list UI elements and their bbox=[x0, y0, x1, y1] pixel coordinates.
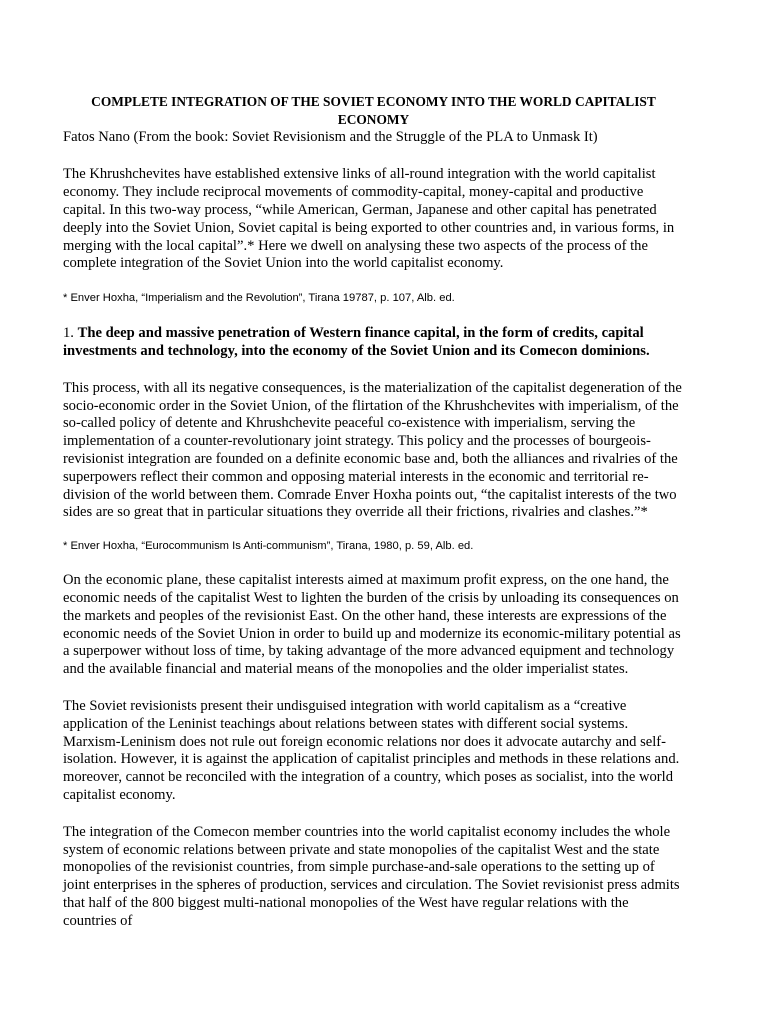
paragraph-3: On the economic plane, these capitalist interests aimed at maximum profit express, on the one hand, the economic needs of the capitalist West to lighten the burden of the crisis by unloading its consequences on the markets and peoples of the revisionist East. On the other hand, these interests are expressions of the economic needs of the Soviet Union in order to build up and modernize its economic-military potential as a superpower without loss of time, by taking advantage of the more advanced equipment and technology and the available financial and material means of the monopolies and the older imperialist states. bbox=[63, 572, 681, 678]
author-line: Fatos Nano (From the book: Soviet Revisionism and the Struggle of the PLA to Unmask It) bbox=[63, 128, 598, 145]
section-number: 1. bbox=[63, 325, 78, 342]
paragraph-1: The Khrushchevites have established extensive links of all-round integration with the world capitalist economy. They include reciprocal movements of commodity-capital, money-capital and productive capital. In this two-way process, “while American, German, Japanese and other capital has penetrated deeply into the Soviet Union, Soviet capital is being exported to other countries and, in various forms, in merging with the local capital”.* Here we dwell on analysing these two aspects of the process of the complete integration of the Soviet Union into the world capitalist economy. bbox=[63, 166, 675, 272]
document-title: COMPLETE INTEGRATION OF THE SOVIET ECONOMY INTO THE WORLD CAPITALIST ECONOMY bbox=[91, 94, 656, 127]
paragraph-5: The integration of the Comecon member countries into the world capitalist economy includes the whole system of economic relations between private and state monopolies of the capitalist West and the state monopolies of the revisionist countries, from simple purchase-and-sale operations to the setting up of joint enterprises in the spheres of production, services and circulation. The Soviet revisionist press admits that half of the 800 biggest multi-national monopolies of the West have regular relations with the countries of bbox=[63, 823, 680, 929]
paragraph-2: This process, with all its negative consequences, is the materialization of the capitalist degeneration of the socio-economic order in the Soviet Union, of the flirtation of the Khrushchevites with imperialism, of the so-called policy of detente and Khrushchevite peaceful co-existence with imperialism, serving the implementation of a counter-revolutionary joint strategy. This policy and the processes of bourgeois-revisionist integration are founded on a definite economic base and, both the alliances and rivalries of the superpowers reflect their common and opposing material interests in the economic and territorial re-division of the world between them. Comrade Enver Hoxha points out, “the capitalist interests of the two sides are so great that in particular situations they override all their frictions, rivalries and clashes.”* bbox=[63, 379, 682, 521]
section-heading bbox=[63, 325, 684, 361]
footnote-2: * Enver Hoxha, “Eurocommunism Is Anti-communism”, Tirana, 1980, p. 59, Alb. ed. bbox=[63, 540, 474, 553]
footnote-1: * Enver Hoxha, “Imperialism and the Revolution”, Tirana 19787, p. 107, Alb. ed. bbox=[63, 292, 455, 305]
paragraph-4: The Soviet revisionists present their undisguised integration with world capitalism as a “creative application of the Leninist teachings about relations between states with different social systems. Marxism-Leninism does not rule out foreign economic relations nor does it advocate autarchy and self-isolation. However, it is against the application of capitalist principles and methods in these relations and. moreover, cannot be reconciled with the integration of a country, which poses as socialist, into the world capitalist economy. bbox=[63, 697, 680, 803]
section-heading-text: The deep and massive penetration of Western finance capital, in the form of credits, capital investments and technology, into the economy of the Soviet Union and its Comecon dominions. bbox=[63, 325, 650, 359]
